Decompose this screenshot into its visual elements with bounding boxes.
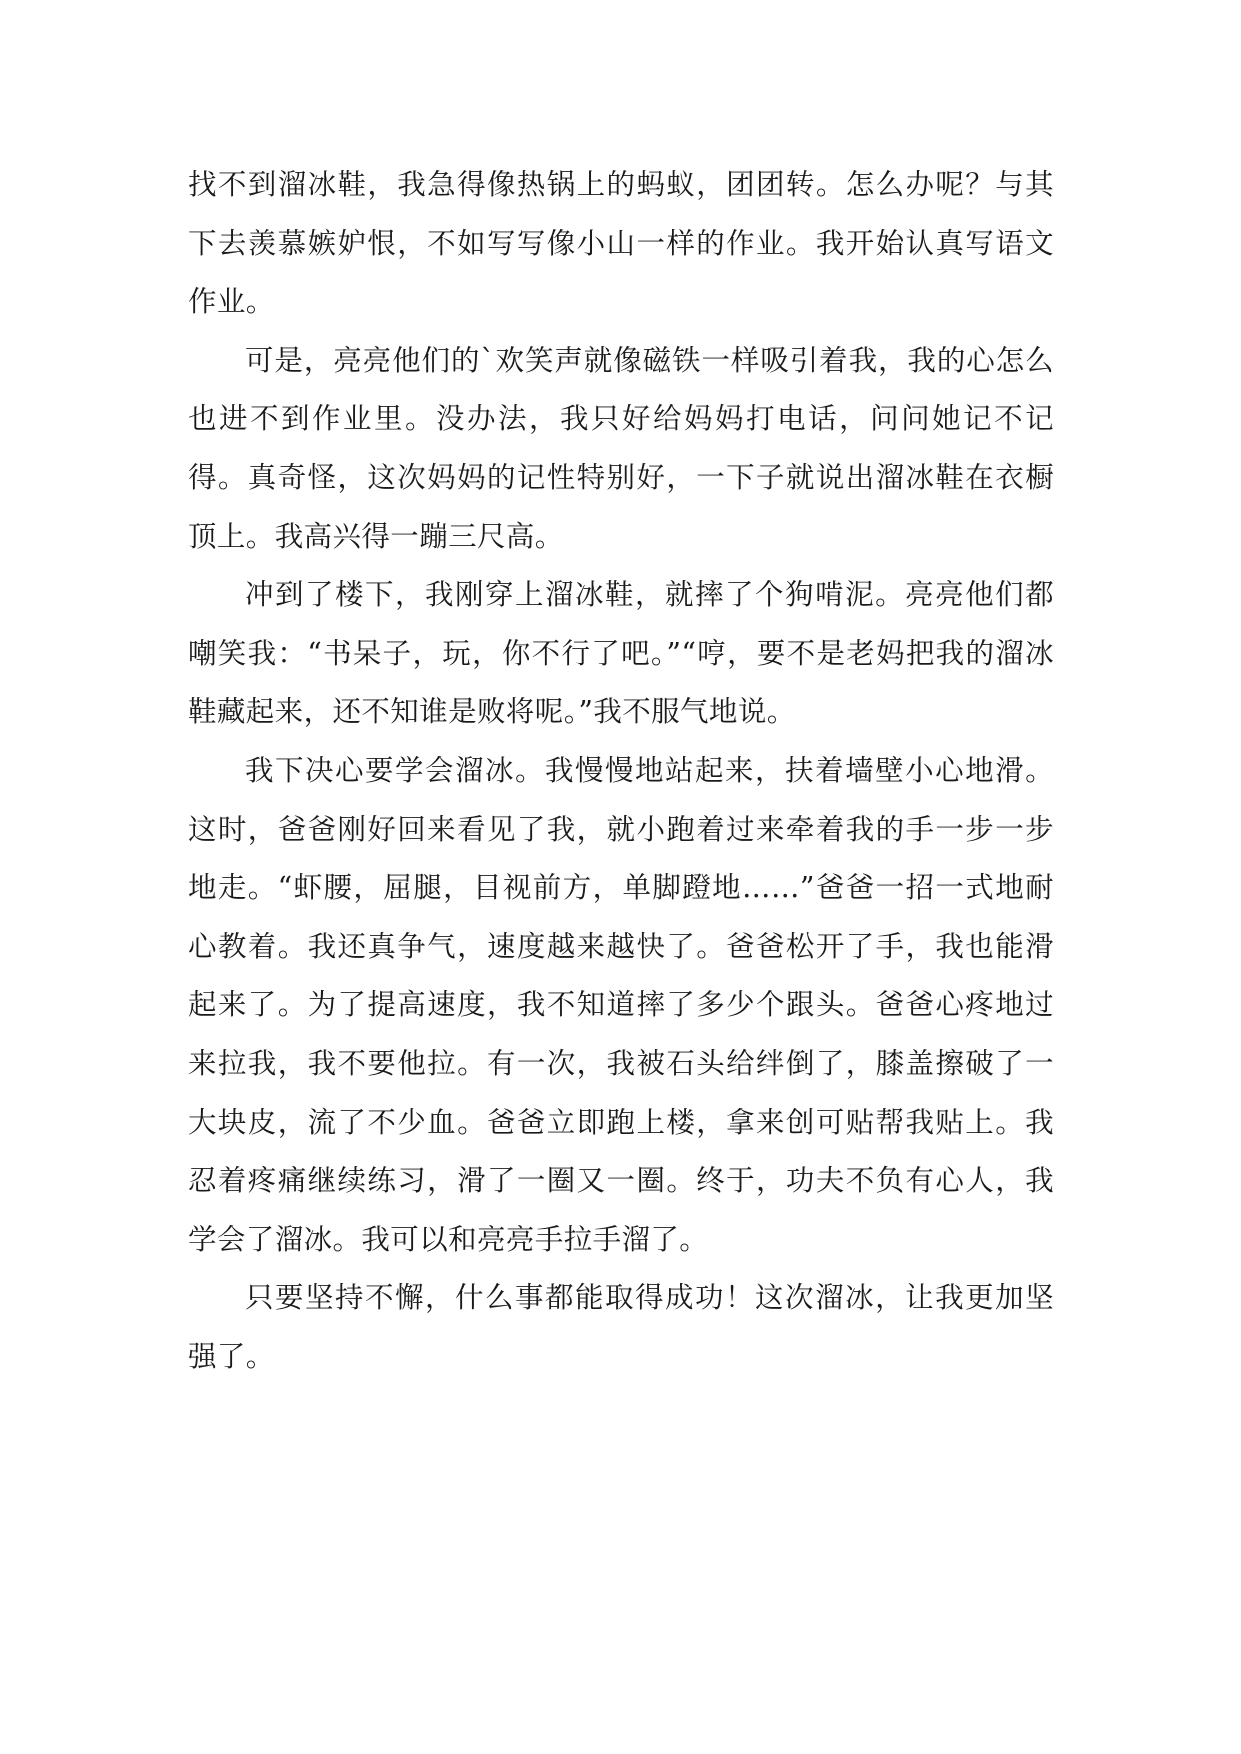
paragraph-2: 可是，亮亮他们的`欢笑声就像磁铁一样吸引着我，我的心怎么也进不到作业里。没办法，我只好给妈妈打电话，问问她记不记得。真奇怪，这次妈妈的记性特别好，一下子就说出溜冰鞋在衣橱顶上。我高兴得一蹦三尺高。 <box>188 343 1054 553</box>
paragraph-5: 只要坚持不懈，什么事都能取得成功！这次溜冰，让我更加坚强了。 <box>188 1281 1054 1373</box>
paragraph-1: 找不到溜冰鞋，我急得像热锅上的蚂蚁，团团转。怎么办呢？与其下去羡慕嫉妒恨，不如写写像小山一样的作业。我开始认真写语文作业。 <box>188 168 1054 319</box>
document-body <box>188 156 1054 1386</box>
paragraph-4: 我下决心要学会溜冰。我慢慢地站起来，扶着墙壁小心地滑。这时，爸爸刚好回来看见了我，就小跑着过来牵着我的手一步一步地走。“虾腰，屈腿，目视前方，单脚蹬地……”爸爸一招一式地耐心教着。我还真争气，速度越来越快了。爸爸松开了手，我也能滑起来了。为了提高速度，我不知道摔了多少个跟头。爸爸心疼地过来拉我，我不要他拉。有一次，我被石头给绊倒了，膝盖擦破了一大块皮，流了不少血。爸爸立即跑上楼，拿来创可贴帮我贴上。我忍着疼痛继续练习，滑了一圈又一圈。终于，功夫不负有心人，我学会了溜冰。我可以和亮亮手拉手溜了。 <box>188 753 1054 1256</box>
paragraph-3: 冲到了楼下，我刚穿上溜冰鞋，就摔了个狗啃泥。亮亮他们都嘲笑我：“书呆子，玩，你不行了吧。”“哼，要不是老妈把我的溜冰鞋藏起来，还不知谁是败将呢。”我不服气地说。 <box>188 578 1054 729</box>
